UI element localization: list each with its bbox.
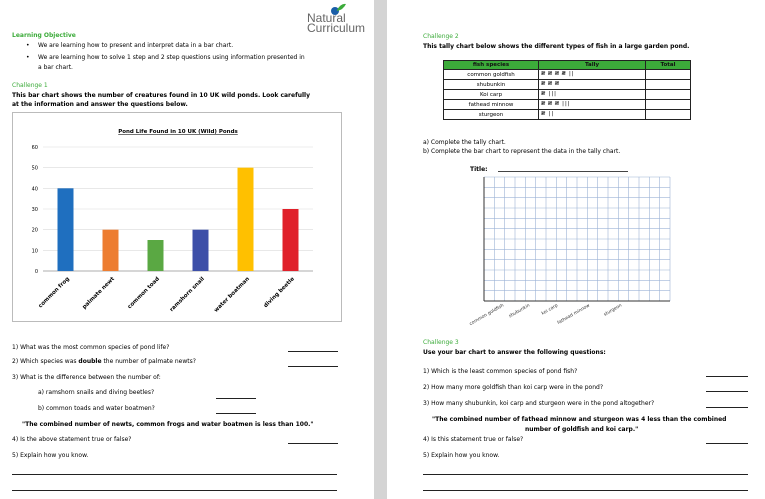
table-row <box>444 90 691 100</box>
c3-question-5: 5) Explain how you know. <box>423 452 500 459</box>
x-tick-label: ramshorn snail <box>168 276 206 314</box>
total-cell[interactable] <box>646 70 691 80</box>
worksheet-page-1 <box>0 0 374 499</box>
c3-question-3: 3) How many shubunkin, koi carp and sturgeon were in the pond altogether? <box>423 400 655 407</box>
total-cell[interactable] <box>646 110 691 120</box>
y-tick-label: 10 <box>31 248 38 255</box>
c3-statement-2: number of goldfish and koi carp." <box>525 426 639 433</box>
question-1: 1) What was the most common species of pond life? <box>12 344 170 351</box>
y-tick-label: 20 <box>31 227 38 234</box>
task-a: a) Complete the tally chart. <box>423 139 506 146</box>
header-tally: Tally <box>539 61 646 70</box>
grid-x-label: koi carp <box>541 303 559 317</box>
answer-line[interactable] <box>423 490 748 491</box>
header-total: Total <box>646 61 691 70</box>
answer-line[interactable] <box>12 490 337 491</box>
table-row <box>444 100 691 110</box>
table-row <box>444 110 691 120</box>
c3-question-2: 2) How many more goldfish than koi carp were in the pond? <box>423 384 604 391</box>
logo-text-2: Curriculum <box>307 21 366 35</box>
objective-2-cont: a bar chart. <box>38 64 73 71</box>
species-cell: fathead minnow <box>444 100 539 110</box>
answer-line[interactable] <box>423 474 748 475</box>
answer-line[interactable] <box>706 407 748 408</box>
bar <box>283 209 299 271</box>
grid-title-label: Title: <box>470 166 488 173</box>
x-tick-label: diving beetle <box>262 276 296 310</box>
c3-statement: "The combined number of fathead minnow and sturgeon was 4 less than the combined <box>432 416 727 423</box>
grid-x-label: shubunkin <box>508 303 531 320</box>
challenge2-heading: Challenge 2 <box>423 33 459 40</box>
bar-chart-svg <box>13 113 343 323</box>
statement: "The combined number of newts, common frogs and water boatmen is less than 100." <box>22 421 314 428</box>
objective-1: We are learning how to present and interpret data in a bar chart. <box>38 42 234 49</box>
logo-text-1: Natural <box>307 11 346 25</box>
x-tick-label: common toad <box>126 276 161 311</box>
question-3a: a) ramshorn snails and diving beetles? <box>38 389 155 396</box>
species-cell: Koi carp <box>444 90 539 100</box>
total-cell[interactable] <box>646 80 691 90</box>
grid-x-label: sturgeon <box>603 303 623 318</box>
y-tick-label: 0 <box>34 269 38 275</box>
answer-line[interactable] <box>216 398 256 399</box>
answer-line[interactable] <box>288 366 338 367</box>
table-row <box>444 80 691 90</box>
bar <box>103 230 119 271</box>
total-cell[interactable] <box>646 90 691 100</box>
answer-line[interactable] <box>288 443 338 444</box>
tally-table <box>443 60 691 120</box>
answer-line[interactable] <box>706 376 748 377</box>
table-row <box>444 70 691 80</box>
challenge1-heading: Challenge 1 <box>12 82 48 89</box>
species-cell: sturgeon <box>444 110 539 120</box>
x-tick-label: palmate newt <box>81 276 116 311</box>
tally-cell: 𝍸 𝍸 𝍸 𝍸 || <box>539 70 646 80</box>
objective-heading: Learning Objective <box>12 32 76 39</box>
question-3: 3) What is the difference between the number of: <box>12 374 161 381</box>
task-b: b) Complete the bar chart to represent the data in the tally chart. <box>423 148 621 155</box>
x-tick-label: water boatman <box>213 276 251 314</box>
header-species: fish species <box>444 61 539 70</box>
y-tick-label: 60 <box>31 145 38 151</box>
y-tick-label: 50 <box>31 165 38 172</box>
species-cell: shubunkin <box>444 80 539 90</box>
c3-question-1: 1) Which is the least common species of pond fish? <box>423 368 578 375</box>
x-tick-label: common frog <box>37 276 71 310</box>
question-3b: b) common toads and water boatmen? <box>38 405 155 412</box>
tally-cell: 𝍸 || <box>539 110 646 120</box>
challenge2-intro: This tally chart below shows the different types of fish in a large garden pond. <box>423 43 690 50</box>
pond-life-bar-chart <box>12 112 342 322</box>
y-tick-label: 30 <box>31 207 38 213</box>
answer-line[interactable] <box>216 413 256 414</box>
question-2: 2) Which species was double the number of palmate newts? <box>12 358 196 365</box>
tally-cell: 𝍸 ||| <box>539 90 646 100</box>
blank-bar-chart-grid[interactable] <box>468 177 670 337</box>
answer-line[interactable] <box>288 351 338 352</box>
question-5: 5) Explain how you know. <box>12 452 89 459</box>
grid-title-line[interactable] <box>498 171 628 172</box>
bar <box>58 188 74 271</box>
challenge3-intro: Use your bar chart to answer the following questions: <box>423 349 606 356</box>
question-4: 4) Is the above statement true or false? <box>12 436 132 443</box>
tally-cell: 𝍸 𝍸 𝍸 ||| <box>539 100 646 110</box>
challenge3-heading: Challenge 3 <box>423 339 459 346</box>
objective-2: We are learning how to solve 1 step and 2 step questions using information presented in <box>38 54 305 61</box>
bullet: • <box>26 54 30 61</box>
answer-line[interactable] <box>706 391 748 392</box>
total-cell[interactable] <box>646 100 691 110</box>
answer-line[interactable] <box>12 474 337 475</box>
c3-question-4: 4) Is this statement true or false? <box>423 436 524 443</box>
challenge1-intro: This bar chart shows the number of creatures found in 10 UK wild ponds. Look carefully <box>12 92 310 99</box>
y-tick-label: 40 <box>31 186 38 193</box>
tally-cell: 𝍸 𝍸 𝍸 <box>539 80 646 90</box>
natural-curriculum-logo <box>303 2 373 35</box>
chart-title: Pond Life Found in 10 UK (Wild) Ponds <box>118 129 238 135</box>
bar <box>238 168 254 271</box>
bullet: • <box>26 42 30 49</box>
bar <box>193 230 209 271</box>
bar <box>148 240 164 271</box>
species-cell: common goldfish <box>444 70 539 80</box>
challenge1-intro-2: at the information and answer the questions below. <box>12 101 188 108</box>
grid-x-label: common goldfish <box>468 303 505 328</box>
answer-line[interactable] <box>706 443 748 444</box>
grid-x-label: fathead minnow <box>556 303 591 327</box>
